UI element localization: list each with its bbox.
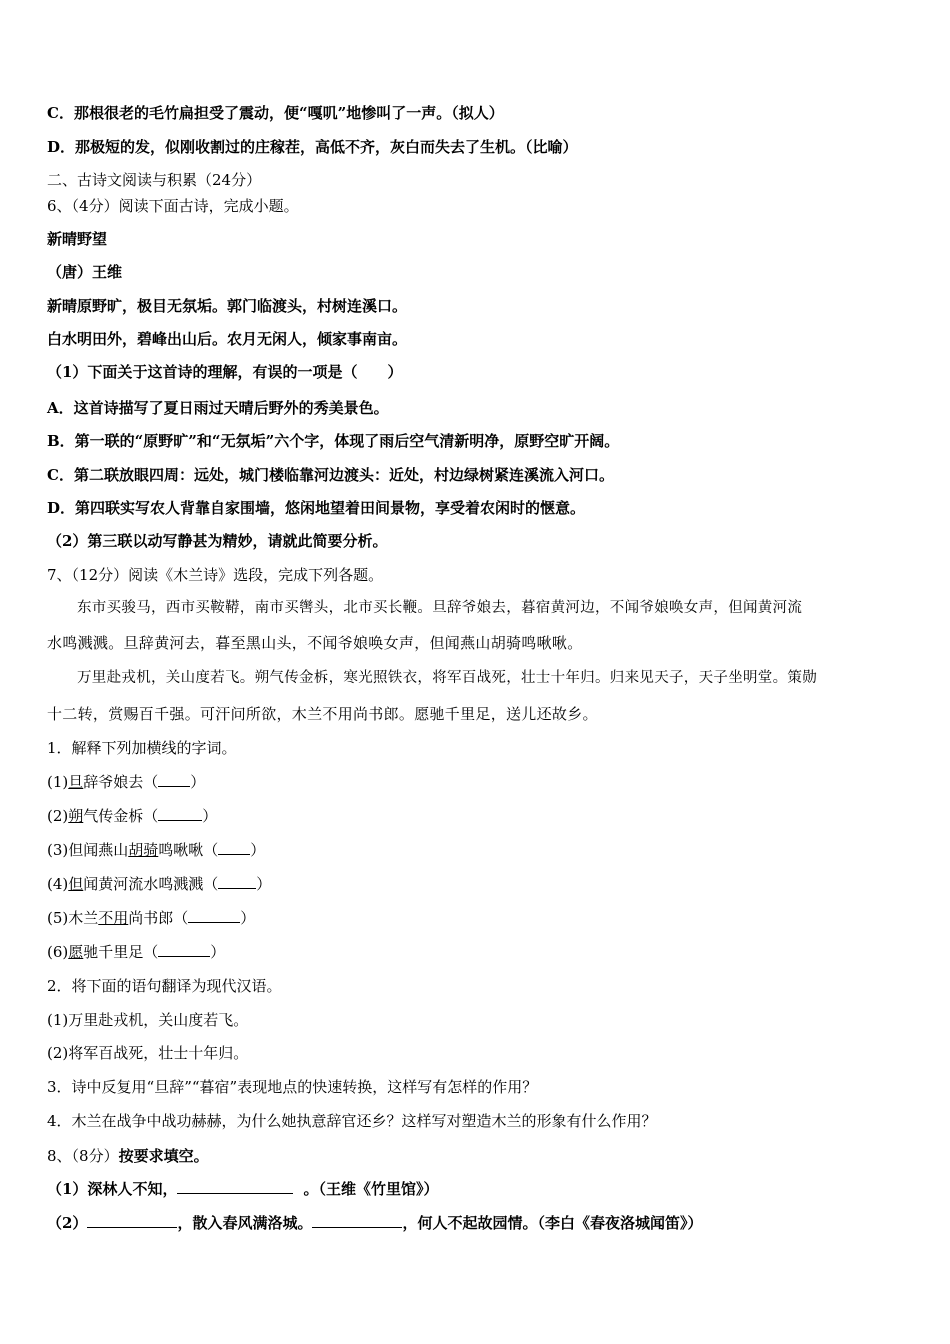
translate-2: (2)将军百战死，壮士十年归。 xyxy=(47,1044,249,1062)
passage-p2-line2: 十二转，赏赐百千强。可汗问所欲，木兰不用尚书郎。愿驰千里足，送儿还故乡。 xyxy=(47,705,598,723)
answer-blank[interactable] xyxy=(188,908,240,923)
vocab-item-1: (1)旦辞爷娘去（ ） xyxy=(47,773,206,791)
answer-blank[interactable] xyxy=(218,840,250,855)
section-heading: 二、古诗文阅读与积累（24分） xyxy=(47,171,262,189)
answer-blank[interactable] xyxy=(158,942,210,957)
option-c-prev: C．那根很老的毛竹扁担受了震动，便“嘎叽”地惨叫了一声。（拟人） xyxy=(47,104,504,122)
q6-sub2: （2）第三联以动写静甚为精妙，请就此简要分析。 xyxy=(47,532,388,550)
q6-sub1: （1）下面关于这首诗的理解，有误的一项是（ ） xyxy=(47,363,403,381)
fill-item-2: （2） ，散入春风满洛城。 ，何人不起故园情。（李白《春夜洛城闻笛》） xyxy=(47,1214,703,1232)
q6-option-c: C．第二联放眼四周：远处，城门楼临靠河边渡头：近处，村边绿树紧连溪流入河口。 xyxy=(47,466,614,484)
fill-blank[interactable] xyxy=(177,1179,293,1194)
task-4: 4．木兰在战争中战功赫赫，为什么她执意辞官还乡？这样写对塑造木兰的形象有什么作用？ xyxy=(47,1112,657,1130)
poem-title: 新晴野望 xyxy=(47,230,108,248)
fill-blank[interactable] xyxy=(312,1213,402,1228)
task-2: 2．将下面的语句翻译为现代汉语。 xyxy=(47,977,282,995)
answer-blank[interactable] xyxy=(158,772,190,787)
q7-number: 7、（12分）阅读《木兰诗》选段，完成下列各题。 xyxy=(47,566,384,584)
option-d-prev: D．那极短的发，似刚收割过的庄稼茬，高低不齐，灰白而失去了生机。（比喻） xyxy=(47,138,578,156)
q6-option-a: A．这首诗描写了夏日雨过天晴后野外的秀美景色。 xyxy=(47,399,389,417)
vocab-item-4: (4)但闻黄河流水鸣溅溅（ ） xyxy=(47,875,272,893)
vocab-item-2: (2)朔气传金柝（ ） xyxy=(47,807,218,825)
poem-author: （唐）王维 xyxy=(47,263,123,281)
vocab-item-6: (6)愿驰千里足（ ） xyxy=(47,943,226,961)
q6-option-d: D．第四联实写农人背靠自家围墙，悠闲地望着田间景物，享受着农闲时的惬意。 xyxy=(47,499,586,517)
q6-option-b: B．第一联的“原野旷”和“无氛垢”六个字，体现了雨后空气清新明净，原野空旷开阔。 xyxy=(47,432,620,450)
answer-blank[interactable] xyxy=(158,806,202,821)
passage-p1-line1: 东市买骏马，西市买鞍鞯，南市买辔头，北市买长鞭。旦辞爷娘去，暮宿黄河边，不闻爷娘唤女声，但闻黄河流 xyxy=(77,600,803,616)
answer-blank[interactable] xyxy=(218,874,256,889)
translate-1: (1)万里赴戎机，关山度若飞。 xyxy=(47,1011,249,1029)
vocab-item-5: (5)木兰不用尚书郎（ ） xyxy=(47,909,256,927)
poem-line-1: 新晴原野旷，极目无氛垢。郭门临渡头，村树连溪口。 xyxy=(47,297,408,315)
vocab-item-3: (3)但闻燕山胡骑鸣啾啾（ ） xyxy=(47,841,266,859)
q8-number: 8、（8分）按要求填空。 xyxy=(47,1147,209,1165)
fill-item-1: （1）深林人不知， 。（王维《竹里馆》） xyxy=(47,1180,439,1198)
passage-p2-line1: 万里赴戎机，关山度若飞。朔气传金柝，寒光照铁衣，将军百战死，壮士十年归。归来见天子，天子坐明堂。策勋 xyxy=(77,670,817,686)
poem-line-2: 白水明田外，碧峰出山后。农月无闲人，倾家事南亩。 xyxy=(47,330,408,348)
task-1: 1．解释下列加横线的字词。 xyxy=(47,739,237,757)
task-3: 3．诗中反复用“旦辞”“暮宿”表现地点的快速转换，这样写有怎样的作用？ xyxy=(47,1078,538,1096)
passage-p1-line2: 水鸣溅溅。旦辞黄河去，暮至黑山头，不闻爷娘唤女声，但闻燕山胡骑鸣啾啾。 xyxy=(47,634,583,652)
q6-number: 6、（4分）阅读下面古诗，完成小题。 xyxy=(47,197,299,215)
fill-blank[interactable] xyxy=(87,1213,177,1228)
